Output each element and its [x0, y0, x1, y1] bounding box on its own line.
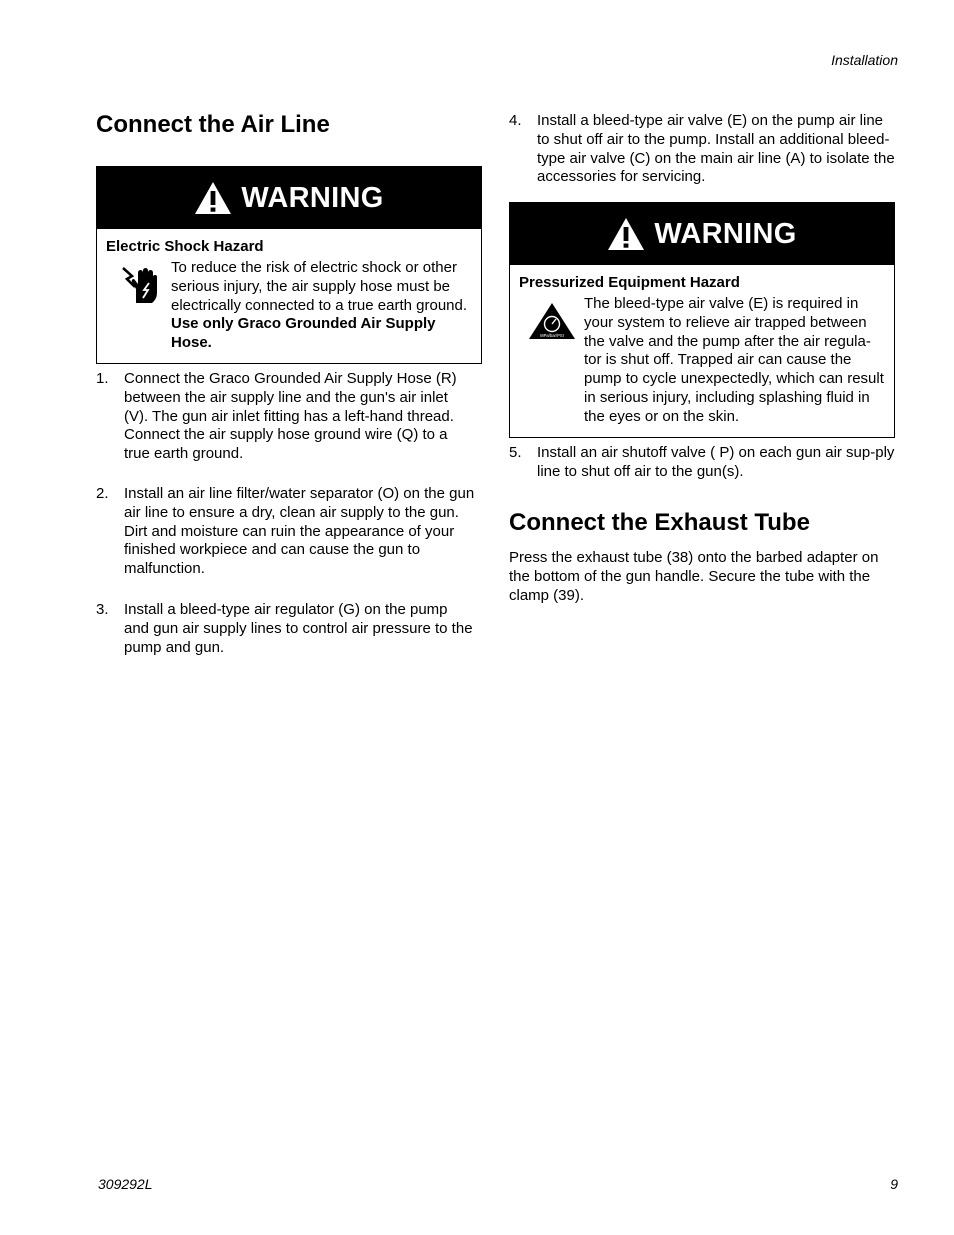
exhaust-paragraph: Press the exhaust tube (38) onto the barbed adapter on the bottom of the gun handle. Secure the tube with the clamp (39).: [509, 549, 879, 604]
electric-shock-hand-icon: [120, 265, 158, 305]
step-number: 2.: [96, 485, 109, 502]
step-number: 1.: [96, 370, 109, 387]
step-text: Install a bleed-type air valve (E) on the pump air line to shut off air to the pump. Install an additional bleed-type air valve (C) on the main air line (A) to isolate the accessories for servicing.: [537, 112, 895, 186]
hazard-title: Pressurized Equipment Hazard: [519, 274, 740, 291]
hazard-text: To reduce the risk of electric shock or other serious injury, the air supply hose must be electrically connected to a true earth ground.: [171, 259, 468, 314]
warning-box-pressure: [509, 202, 895, 438]
list-item: [509, 112, 895, 187]
section-title-exhaust: Connect the Exhaust Tube: [509, 509, 810, 536]
step-text: Install an air line filter/water separator (O) on the gun air line to ensure a dry, clean air supply to the gun. Dirt and moisture can ruin the appearance of your finished workpiece and can cause the gun to malfunction.: [124, 485, 475, 578]
list-item: [96, 601, 476, 657]
warning-header: [97, 167, 481, 229]
warning-label: WARNING: [241, 181, 384, 214]
hazard-title: Electric Shock Hazard: [106, 238, 264, 255]
step-number: 3.: [96, 601, 109, 618]
pressure-gauge-icon: [528, 301, 576, 341]
warning-triangle-icon: [194, 181, 232, 215]
page-number: 9: [890, 1176, 898, 1192]
svg-text:MPa/bar/PSI: MPa/bar/PSI: [539, 333, 564, 338]
list-item: [96, 485, 476, 579]
warning-triangle-icon: [607, 217, 645, 251]
hazard-text: The bleed-type air valve (E) is required in your system to relieve air trapped between the valve and the pump after the air regula-tor is shut off. Trapped air can cause the pump to cycle unexpectedly, which can result in serious injury, including splashing fluid in the eyes or on the skin.: [584, 295, 884, 425]
step-text: Install an air shutoff valve ( P) on each gun air sup-ply line to shut off air to the gun(s).: [537, 444, 895, 480]
hazard-text-bold: Use only Graco Grounded Air Supply Hose.: [171, 315, 436, 352]
warning-label: WARNING: [654, 217, 797, 250]
list-item: [509, 444, 895, 482]
step-number: 4.: [509, 112, 522, 129]
step-text: Install a bleed-type air regulator (G) on the pump and gun air supply lines to control air pressure to the pump and gun.: [124, 601, 473, 656]
list-item: [96, 370, 476, 464]
warning-header: [510, 203, 894, 265]
running-head: Installation: [831, 52, 898, 68]
doc-number: 309292L: [98, 1176, 153, 1192]
warning-box-electric: [96, 166, 482, 364]
step-text: Connect the Graco Grounded Air Supply Hose (R) between the air supply line and the gun's air inlet (V). The gun air inlet fitting has a left-hand thread. Connect the air supply hose ground wire (Q) to a true earth ground.: [124, 370, 457, 463]
step-number: 5.: [509, 444, 522, 461]
section-title-air-line: Connect the Air Line: [96, 111, 330, 138]
